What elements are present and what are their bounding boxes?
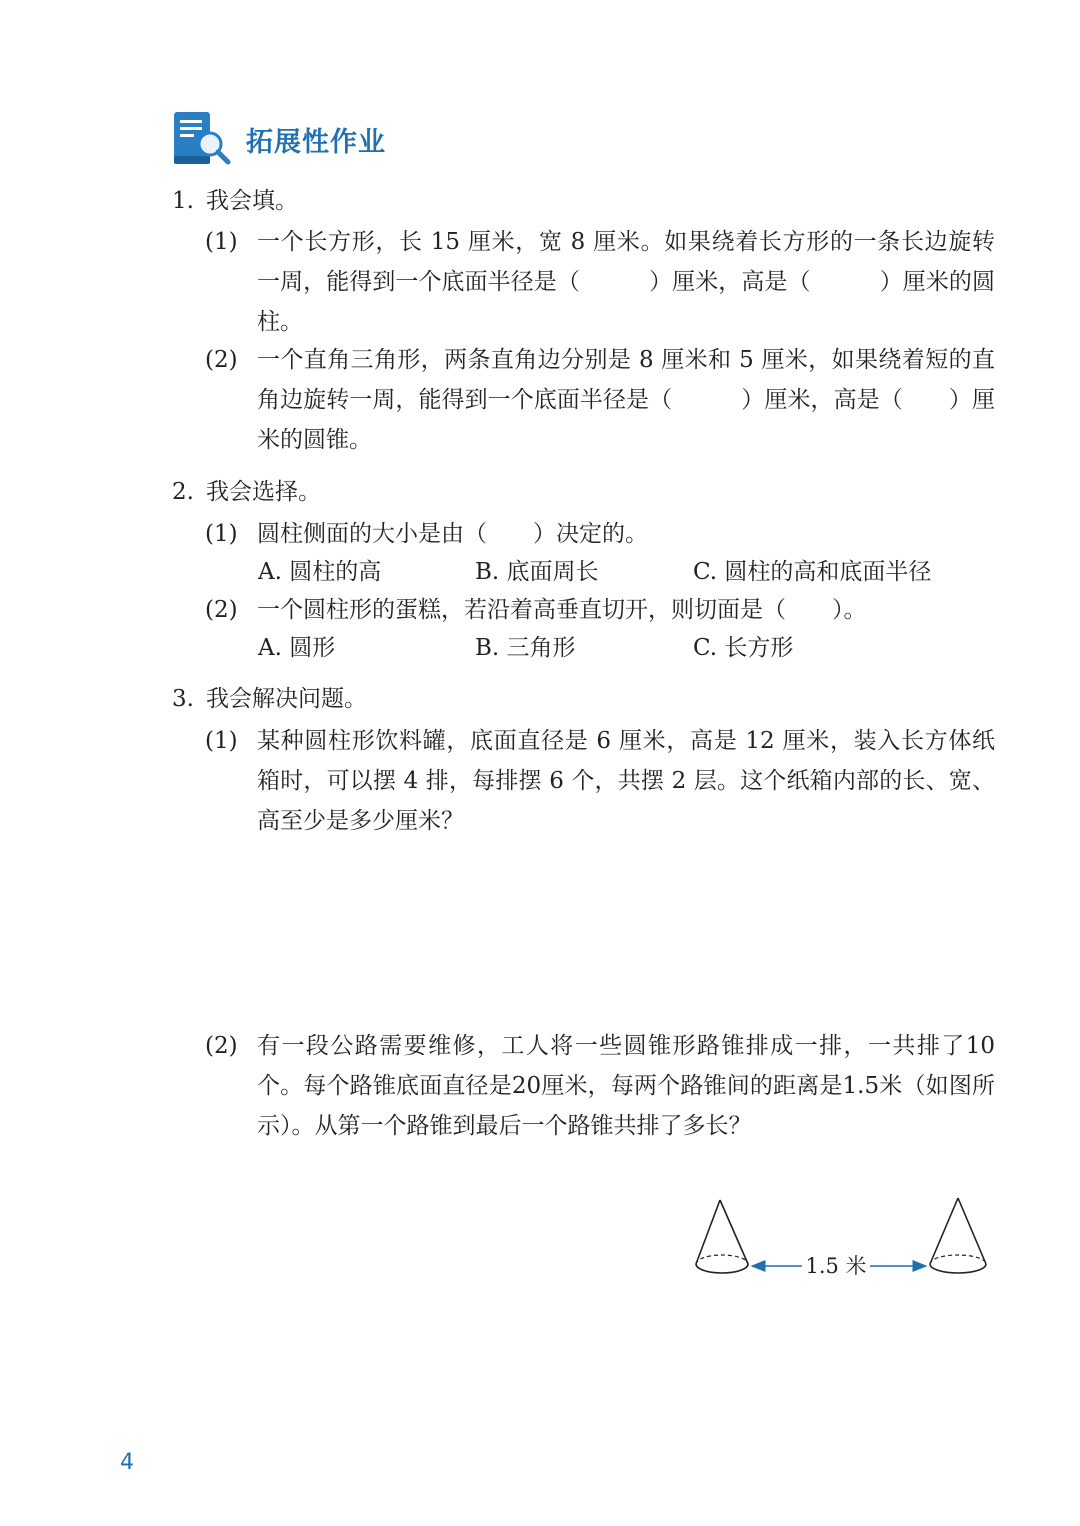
item-label: (1) — [205, 728, 238, 754]
item-label: (2) — [205, 347, 238, 373]
question-1-heading — [172, 181, 298, 221]
option-b: B. 底面周长 — [475, 559, 599, 585]
question-3-item-1 — [205, 721, 995, 841]
option-b: B. 三角形 — [475, 635, 576, 661]
question-number: 3. — [172, 686, 194, 712]
question-title: 我会解决问题。 — [206, 686, 367, 712]
item-text: 圆柱侧面的大小是由（ ）决定的。 — [257, 521, 648, 547]
option-c: C. 圆柱的高和底面半径 — [693, 559, 932, 585]
question-2-item-2 — [205, 590, 995, 630]
question-3-heading — [172, 679, 367, 719]
item-text: 一个长方形，长 15 厘米，宽 8 厘米。如果绕着长方形的一条长边旋转一周，能得到一个底面半径是（ ）厘米，高是（ ）厘米的圆柱。 — [257, 229, 995, 335]
item-text: 一个直角三角形，两条直角边分别是 8 厘米和 5 厘米，如果绕着短的直角边旋转一周，能得到一个底面半径是（ ）厘米，高是（ ）厘米的圆锥。 — [257, 347, 995, 453]
section-title: 拓展性作业 — [246, 126, 386, 158]
question-1-item-2 — [205, 340, 995, 460]
option-c: C. 长方形 — [693, 635, 794, 661]
item-label: (2) — [205, 1033, 238, 1059]
question-2-item-1 — [205, 514, 995, 554]
distance-label: 1.5 米 — [805, 1254, 867, 1278]
question-number: 1. — [172, 188, 194, 214]
book-magnifier-icon — [170, 108, 234, 170]
question-title: 我会选择。 — [206, 479, 321, 505]
question-number: 2. — [172, 479, 194, 505]
item-label: (1) — [205, 521, 238, 547]
question-title: 我会填。 — [206, 188, 298, 214]
option-a: A. 圆形 — [258, 635, 336, 661]
question-1-item-1 — [205, 222, 995, 342]
left-cone — [696, 1200, 748, 1273]
question-3-item-2 — [205, 1026, 995, 1146]
item-text: 一个圆柱形的蛋糕，若沿着高垂直切开，则切面是（ ）。 — [257, 597, 867, 623]
item-label: (1) — [205, 229, 238, 255]
right-cone — [930, 1198, 986, 1273]
option-a: A. 圆柱的高 — [258, 559, 382, 585]
item-text: 某种圆柱形饮料罐，底面直径是 6 厘米，高是 12 厘米，装入长方体纸箱时，可以摆 4 排，每排摆 6 个，共摆 2 层。这个纸箱内部的长、宽、高至少是多少厘米？ — [257, 728, 995, 834]
page-number: 4 — [120, 1450, 134, 1475]
item-label: (2) — [205, 597, 238, 623]
cone-distance-diagram — [690, 1190, 1000, 1290]
section-header — [170, 108, 386, 170]
question-2-heading — [172, 472, 321, 512]
item-text: 有一段公路需要维修，工人将一些圆锥形路锥排成一排，一共排了10个。每个路锥底面直径是20厘米，每两个路锥间的距离是1.5米（如图所示）。从第一个路锥到最后一个路锥共排了多长？ — [257, 1033, 995, 1139]
